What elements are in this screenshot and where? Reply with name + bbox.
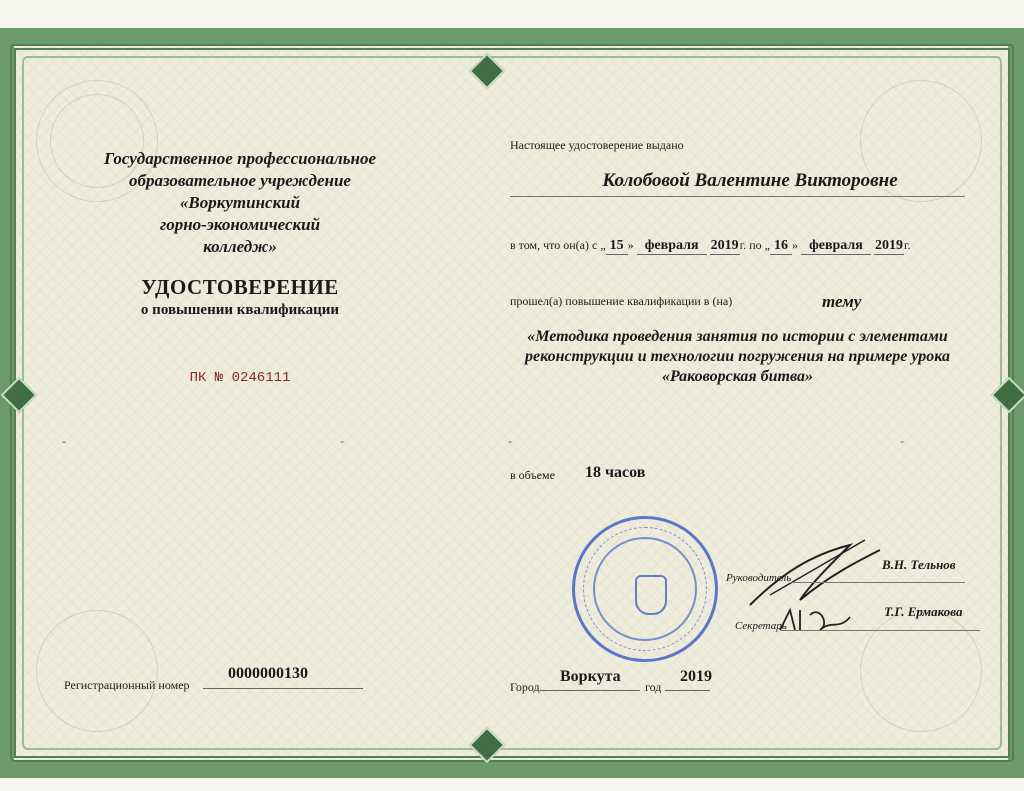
passed-training-label: прошел(а) повышение квалификации в (на) [510, 294, 733, 308]
recipient-underline [510, 196, 965, 197]
start-year: 2019 [710, 238, 739, 253]
end-day: 16 [773, 238, 788, 253]
year-underline [665, 690, 710, 691]
quote-open: „ [600, 238, 606, 252]
city-underline [540, 690, 640, 691]
volume-value: 18 часов [585, 464, 646, 481]
city-value: Воркута [560, 668, 621, 685]
secretary-label: Секретарь [735, 620, 787, 632]
end-month: февраля [809, 238, 863, 253]
recipient-name: Колобовой Валентине Викторовне [602, 170, 898, 191]
start-month: февраля [644, 238, 699, 253]
issued-to-label: Настоящее удостоверение выдано [510, 138, 684, 152]
training-period [510, 238, 911, 255]
volume-label: в объеме [510, 468, 555, 482]
document-subtitle: о повышении квалификации [140, 302, 340, 318]
registration-number: 0000000130 [228, 665, 308, 682]
topic-label: тему [822, 292, 862, 311]
secretary-underline [780, 630, 980, 631]
year-label: год [645, 680, 662, 694]
divider-mark: - [340, 434, 344, 448]
head-underline [790, 582, 965, 583]
head-label: Руководитель [726, 572, 792, 584]
city-label: Город [510, 680, 540, 694]
serial-number: ПК № 0246111 [189, 370, 291, 386]
stamp-inner-ring [593, 537, 697, 641]
secretary-name: Т.Г. Ермакова [884, 604, 963, 619]
document-title: УДОСТОВЕРЕНИЕ [141, 275, 339, 299]
official-stamp [572, 516, 718, 662]
training-topic: «Методика проведения занятия по истории с элементами реконструкции и технологии погружения на примере урока «Раковорская битва» [524, 328, 951, 385]
end-year: 2019 [874, 238, 903, 253]
registration-underline [203, 688, 363, 689]
period-middle: г. по [739, 238, 762, 252]
head-name: В.Н. Тельнов [882, 557, 956, 572]
coat-of-arms-icon [635, 575, 667, 615]
divider-mark: - [62, 434, 66, 448]
year-value: 2019 [680, 668, 712, 685]
period-suffix: г. [903, 238, 911, 252]
quote-close: » [791, 238, 798, 252]
quote-close: » [627, 238, 634, 252]
divider-mark: - [508, 434, 512, 448]
quote-open: „ [764, 238, 770, 252]
guilloche-pattern [36, 610, 158, 732]
institution-name: Государственное профессиональное образовательное учреждение «Воркутинский горно-экономический колледж» [103, 149, 377, 256]
secretary-signature [775, 605, 855, 640]
start-day: 15 [609, 238, 624, 253]
period-prefix: в том, что он(а) с [510, 238, 598, 252]
guilloche-pattern [860, 610, 982, 732]
divider-mark: - [900, 434, 904, 448]
registration-label: Регистрационный номер [64, 678, 190, 692]
